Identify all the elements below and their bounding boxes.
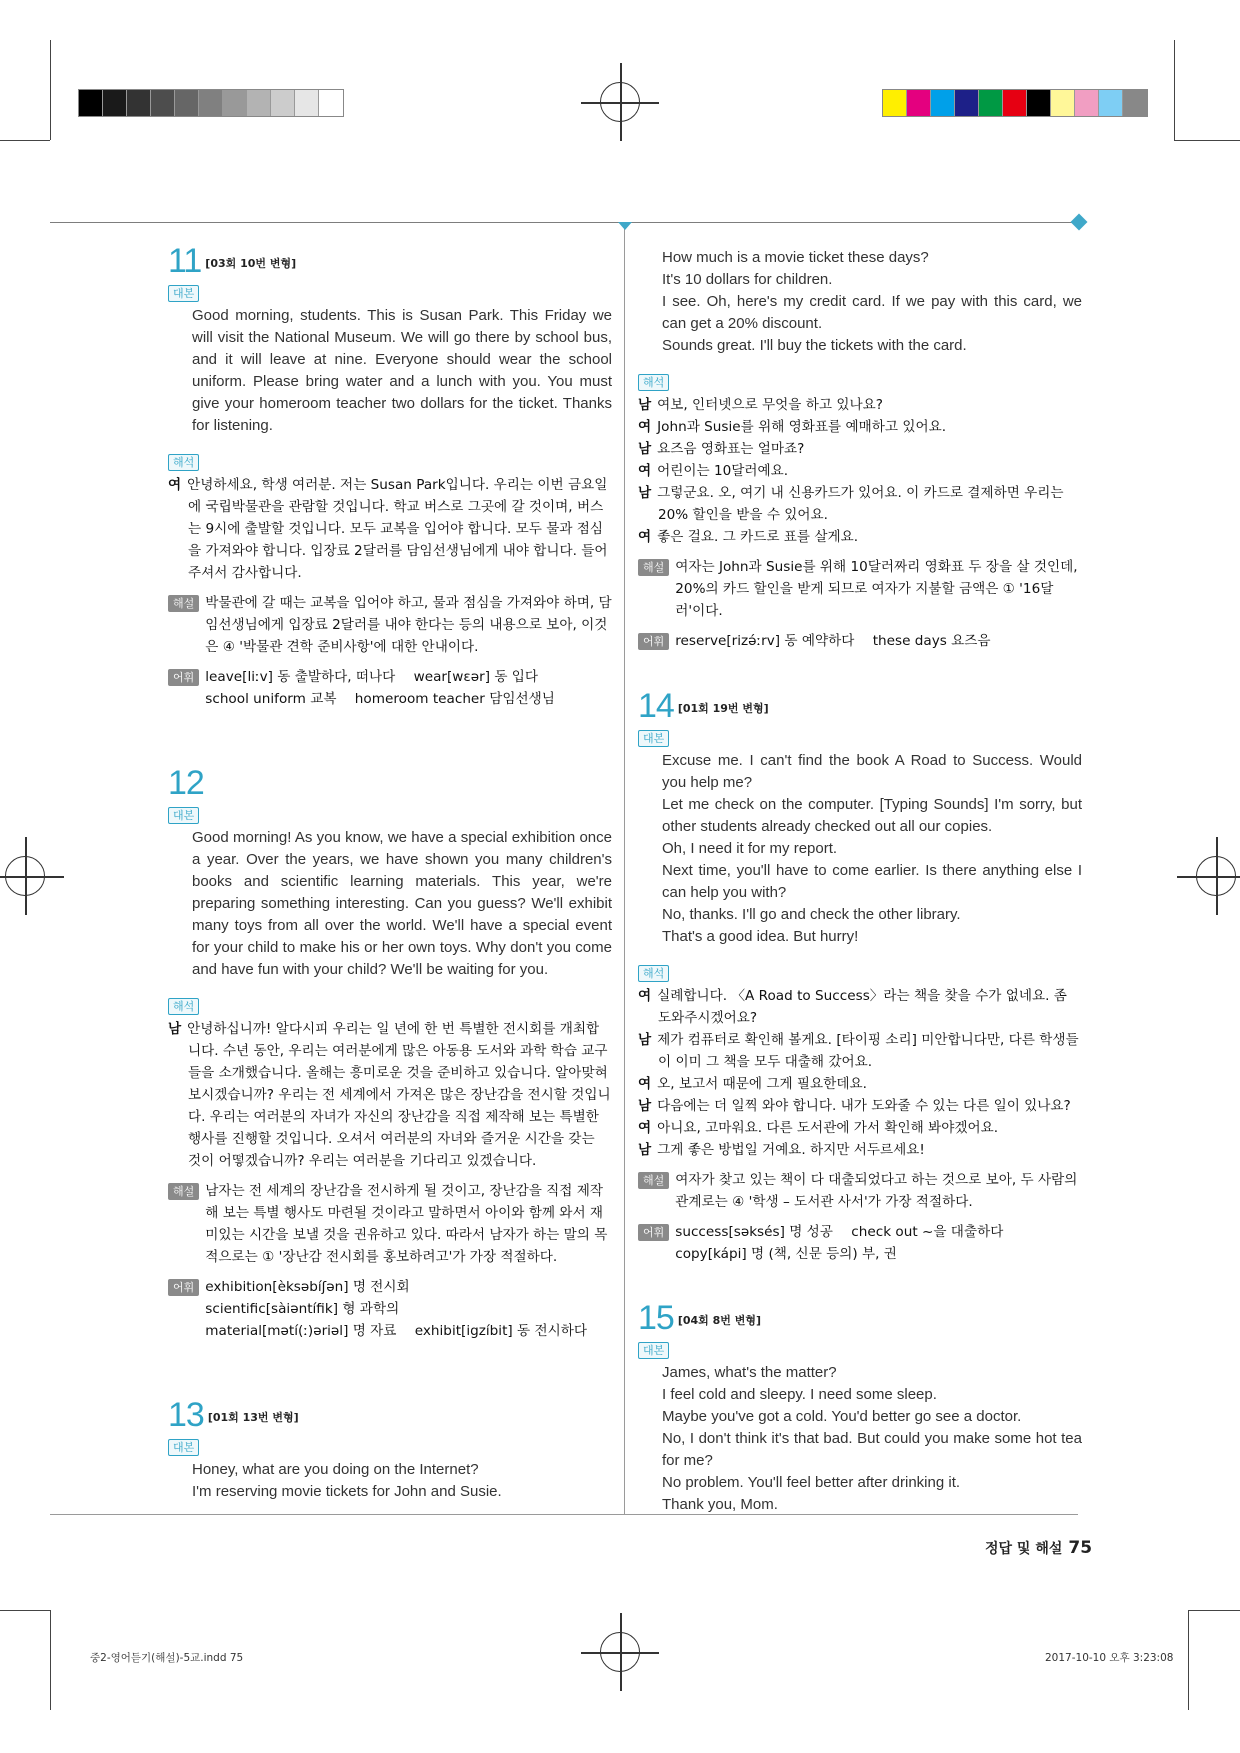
- registration-mark-bottom: [600, 1632, 640, 1672]
- vocabulary-row: [168, 1276, 612, 1342]
- script-line: I see. Oh, here's my credit card. If we pay with this card, we can get a 20% discount.: [662, 293, 1082, 332]
- translation-text: 제가 컴퓨터로 확인해 볼게요. [타이핑 소리] 미안합니다만, 다른 학생들이 이미 그 책을 모두 대출해 갔어요.: [657, 1032, 1079, 1070]
- speaker-label: 여: [638, 419, 652, 435]
- question-14: [638, 689, 1082, 1265]
- script-line: Next time, you'll have to come earlier. Is there anything else I can help you with?: [662, 862, 1082, 901]
- vocabulary-tag: 어휘: [168, 669, 199, 686]
- vocab-item: check out ~을 대출하다: [851, 1224, 1004, 1240]
- vocabulary-list: [205, 1276, 612, 1342]
- speaker-label: 남: [168, 1021, 182, 1037]
- speaker-label: 남: [638, 441, 652, 457]
- explanation-text: 남자는 전 세계의 장난감을 전시하게 될 것이고, 장난감을 직접 제작해 보는 특별 행사도 마련될 것이라고 말하면서 아이와 함께 와서 재미있는 시간을 보낼 것을 권유하고 있다. 따라서 남자가 하는 말의 목적으로는 ① '장난감 전시회를 홍보하려고'가 가장 적절하다.: [205, 1183, 608, 1265]
- script-line: No, thanks. I'll go and check the other library.: [662, 906, 961, 923]
- vocabulary-tag: 어휘: [638, 633, 669, 650]
- header-diamond: [1071, 214, 1088, 231]
- script-line: That's a good idea. But hurry!: [662, 928, 859, 945]
- translation-line: [638, 985, 1082, 1029]
- color-swatch: [223, 90, 247, 116]
- translation-line: [638, 394, 1082, 416]
- vocabulary-list: [205, 666, 569, 710]
- vocab-item: exhibit[igzíbit] 동 전시하다: [414, 1323, 588, 1339]
- question-number: 14: [638, 687, 674, 725]
- translation-block: [638, 394, 1082, 548]
- script-line: Let me check on the computer. [Typing Sounds] I'm sorry, but other students already checked out all our copies.: [662, 796, 1082, 835]
- script-line: Maybe you've got a cold. You'd better go see a doctor.: [662, 1408, 1022, 1425]
- translation-text: 어린이는 10달러예요.: [657, 463, 789, 479]
- vocab-item: scientific[sàiəntífik] 형 과학의: [205, 1301, 400, 1317]
- question-11: [168, 244, 612, 710]
- explanation-row: [168, 592, 612, 658]
- translation-line: [638, 1073, 1082, 1095]
- question-number: 11: [168, 242, 202, 280]
- translation-line: [638, 438, 1082, 460]
- translation-line: [168, 474, 612, 584]
- question-13-continued: [638, 247, 1082, 653]
- crop-mark: [1188, 1610, 1240, 1611]
- vocabulary-tag: 어휘: [638, 1224, 669, 1241]
- script-line: Good morning! As you know, we have a special exhibition once a year. Over the years, we have shown you many children's books and scientific learning materials. This year, we're preparing something interesting. Can you guess? We'll exhibit many toys from all over the world. We'll have a special event for your child to make his or her own toys. Why don't you come and have fun with your child? We'll be waiting for you.: [192, 829, 612, 978]
- crop-mark: [50, 40, 51, 140]
- translation-tag: 해석: [168, 998, 199, 1015]
- translation-text: 안녕하세요, 학생 여러분. 저는 Susan Park입니다. 우리는 이번 금요일에 국립박물관을 관람할 것입니다. 학교 버스로 그곳에 갈 것이며, 버스는 9시에 출발할 것입니다. 모두 교복을 입어야 합니다. 모두 물과 점심을 가져와야 합니다. 입장료 2달러를 담임선생님에게 내야 합니다. 들어주셔서 감사합니다.: [187, 477, 608, 581]
- print-slug-file: 중2-영어듣기(해설)-5교.indd 75: [90, 1652, 244, 1664]
- vocabulary-tag: 어휘: [168, 1279, 199, 1296]
- translation-text: 실례합니다. 〈A Road to Success〉라는 책을 찾을 수가 없네요. 좀 도와주시겠어요?: [657, 988, 1067, 1026]
- color-swatch: [955, 90, 979, 116]
- crop-mark: [0, 1610, 50, 1611]
- color-swatch: [199, 90, 223, 116]
- vocab-item: these days 요즈음: [872, 633, 991, 649]
- registration-mark-right: [1196, 856, 1236, 896]
- script-tag: 대본: [638, 1342, 669, 1359]
- color-swatch: [883, 90, 907, 116]
- color-swatch: [1003, 90, 1027, 116]
- translation-line: [638, 482, 1082, 526]
- header-rule: [50, 222, 1078, 223]
- question-12: [168, 766, 612, 1342]
- page-footer: [985, 1538, 1092, 1558]
- color-swatch: [127, 90, 151, 116]
- script-line: Good morning, students. This is Susan Park. This Friday we will visit the National Museum. We will go there by school bus, and it will leave at nine. Everyone should wear the school uniform. Please bring water and a lunch with you. You must give your homeroom teacher two dollars for the ticket. Thanks for listening.: [192, 307, 612, 434]
- explanation-text: 여자는 John과 Susie를 위해 10달러짜리 영화표 두 장을 살 것인데, 20%의 카드 할인을 받게 되므로 여자가 지불할 금액은 ① '16달러'이다.: [675, 559, 1078, 619]
- explanation-text: 박물관에 갈 때는 교복을 입어야 하고, 물과 점심을 가져와야 하며, 담임선생님에게 입장료 2달러를 내야 한다는 등의 내용으로 보아, 이것은 ④ '박물관 견학 준비사항'에 대한 안내이다.: [205, 595, 612, 655]
- script-tag: 대본: [168, 1439, 199, 1456]
- script-line: Excuse me. I can't find the book A Road to Success. Would you help me?: [662, 752, 1082, 791]
- script-block: [638, 247, 1082, 357]
- grayscale-color-bar: [78, 89, 344, 117]
- color-swatch: [1027, 90, 1051, 116]
- right-column: [638, 247, 1082, 1516]
- speaker-label: 남: [638, 1098, 652, 1114]
- explanation-tag: 해설: [168, 595, 199, 612]
- question-13: [168, 1398, 612, 1503]
- translation-line: [638, 1095, 1082, 1117]
- color-swatch: [79, 90, 103, 116]
- crop-mark: [1174, 40, 1175, 140]
- process-color-bar: [882, 89, 1148, 117]
- question-source-note: [01회 19번 변형]: [677, 702, 769, 715]
- column-divider: [624, 222, 625, 1514]
- color-swatch: [1051, 90, 1075, 116]
- translation-text: 그게 좋은 방법일 거예요. 하지만 서두르세요!: [657, 1142, 925, 1158]
- translation-text: 다음에는 더 일찍 와야 합니다. 내가 도와줄 수 있는 다른 일이 있나요?: [657, 1098, 1071, 1114]
- crop-mark: [1188, 1610, 1189, 1710]
- translation-text: 좋은 걸요. 그 카드로 표를 살게요.: [657, 529, 859, 545]
- explanation-row: [638, 1169, 1082, 1213]
- color-swatch: [271, 90, 295, 116]
- left-column: [168, 244, 612, 1503]
- translation-line: [638, 460, 1082, 482]
- translation-text: 요즈음 영화표는 얼마죠?: [657, 441, 805, 457]
- translation-tag: 해석: [638, 965, 669, 982]
- script-block: [168, 827, 612, 981]
- vocabulary-row: [168, 666, 612, 710]
- color-swatch: [931, 90, 955, 116]
- translation-line: [638, 526, 1082, 548]
- script-line: I'm reserving movie tickets for John and Susie.: [192, 1483, 502, 1500]
- translation-block: [638, 985, 1082, 1161]
- translation-line: [638, 416, 1082, 438]
- vocab-item: success[səksés] 명 성공: [675, 1224, 833, 1240]
- registration-mark-top: [600, 82, 640, 122]
- translation-text: 아니요, 고마워요. 다른 도서관에 가서 확인해 봐야겠어요.: [657, 1120, 999, 1136]
- question-source-note: [04회 8번 변형]: [677, 1314, 762, 1327]
- color-swatch: [1099, 90, 1123, 116]
- translation-line: [638, 1139, 1082, 1161]
- crop-mark: [1174, 140, 1240, 141]
- translation-text: John과 Susie를 위해 영화표를 예매하고 있어요.: [657, 419, 947, 435]
- section-label: 정답 및 해설: [985, 1541, 1063, 1557]
- explanation-text: 여자가 찾고 있는 책이 다 대출되었다고 하는 것으로 보아, 두 사람의 관계로는 ④ '학생 – 도서관 사서'가 가장 적절하다.: [675, 1172, 1078, 1210]
- crop-mark: [0, 140, 50, 141]
- script-line: Sounds great. I'll buy the tickets with the card.: [662, 337, 967, 354]
- explanation-tag: 해설: [168, 1183, 199, 1200]
- color-swatch: [247, 90, 271, 116]
- speaker-label: 여: [638, 988, 652, 1004]
- script-block: [638, 750, 1082, 948]
- script-line: No problem. You'll feel better after drinking it.: [662, 1474, 961, 1491]
- color-swatch: [1075, 90, 1099, 116]
- color-swatch: [151, 90, 175, 116]
- vocabulary-list: [675, 1221, 1017, 1265]
- explanation-tag: 해설: [638, 1172, 669, 1189]
- script-line: How much is a movie ticket these days?: [662, 249, 929, 266]
- explanation-row: [638, 556, 1082, 622]
- vocab-item: homeroom teacher 담임선생님: [354, 691, 555, 707]
- registration-mark-left: [5, 856, 45, 896]
- translation-block: [168, 1018, 612, 1172]
- script-block: [168, 305, 612, 437]
- crop-mark: [50, 1610, 51, 1710]
- speaker-label: 여: [638, 529, 652, 545]
- script-tag: 대본: [638, 730, 669, 747]
- speaker-label: 여: [638, 463, 652, 479]
- question-source-note: [03회 10번 변형]: [205, 257, 297, 270]
- translation-line: [638, 1029, 1082, 1073]
- question-number: 15: [638, 1299, 674, 1337]
- speaker-label: 남: [638, 1032, 652, 1048]
- question-number: 12: [168, 764, 204, 802]
- translation-line: [638, 1117, 1082, 1139]
- script-line: I feel cold and sleepy. I need some sleep.: [662, 1386, 937, 1403]
- explanation-tag: 해설: [638, 559, 669, 576]
- speaker-label: 여: [638, 1120, 652, 1136]
- column-divider-marker: [618, 222, 632, 230]
- speaker-label: 남: [638, 485, 652, 501]
- script-block: [638, 1362, 1082, 1516]
- vocabulary-row: [638, 630, 1082, 653]
- script-line: Honey, what are you doing on the Internet?: [192, 1461, 479, 1478]
- color-swatch: [1123, 90, 1147, 116]
- script-line: James, what's the matter?: [662, 1364, 837, 1381]
- vocab-item: copy[kápi] 명 (책, 신문 등의) 부, 권: [675, 1246, 897, 1262]
- translation-block: [168, 474, 612, 584]
- vocab-item: reserve[rizə́ːrv] 동 예약하다: [675, 633, 855, 649]
- script-line: It's 10 dollars for children.: [662, 271, 833, 288]
- script-block: [168, 1459, 612, 1503]
- color-swatch: [319, 90, 343, 116]
- vocab-item: wear[wɛər] 동 입다: [413, 669, 539, 685]
- vocab-item: leave[liːv] 동 출발하다, 떠나다: [205, 669, 396, 685]
- vocab-item: school uniform 교복: [205, 691, 337, 707]
- translation-text: 그렇군요. 오, 여기 내 신용카드가 있어요. 이 카드로 결제하면 우리는 20% 할인을 받을 수 있어요.: [657, 485, 1064, 523]
- script-line: Oh, I need it for my report.: [662, 840, 838, 857]
- speaker-label: 남: [638, 1142, 652, 1158]
- question-number: 13: [168, 1396, 204, 1434]
- vocabulary-list: [675, 630, 1004, 652]
- translation-tag: 해석: [168, 454, 199, 471]
- translation-text: 여보, 인터넷으로 무엇을 하고 있나요?: [657, 397, 883, 413]
- color-swatch: [979, 90, 1003, 116]
- translation-line: [168, 1018, 612, 1172]
- color-swatch: [295, 90, 319, 116]
- translation-text: 안녕하십니까! 알다시피 우리는 일 년에 한 번 특별한 전시회를 개최합니다. 수년 동안, 우리는 여러분에게 많은 아동용 도서와 과학 학습 교구들을 소개했습니다. 올해는 흥미로운 것을 준비하고 있습니다. 알아맞혀 보시겠습니까? 우리는 전 세계에서 가져온 많은 장난감을 전시할 것입니다. 우리는 여러분의 자녀가 자신의 장난감을 직접 제작해 보는 특별한 행사를 진행할 것입니다. 오셔서 여러분의 자녀와 즐거운 시간을 갖는 것이 어떻겠습니까? 우리는 여러분을 기다리고 있겠습니다.: [187, 1021, 611, 1169]
- speaker-label: 여: [638, 1076, 652, 1092]
- color-swatch: [907, 90, 931, 116]
- script-tag: 대본: [168, 285, 199, 302]
- translation-text: 오, 보고서 때문에 그게 필요한데요.: [657, 1076, 867, 1092]
- question-source-note: [01회 13번 변형]: [207, 1411, 299, 1424]
- vocab-item: material[mətí(ː)əriəl] 명 자료: [205, 1323, 397, 1339]
- script-line: No, I don't think it's that bad. But could you make some hot tea for me?: [662, 1430, 1082, 1469]
- translation-tag: 해석: [638, 374, 669, 391]
- page-number: 75: [1068, 1538, 1093, 1558]
- color-swatch: [175, 90, 199, 116]
- explanation-row: [168, 1180, 612, 1268]
- vocab-item: exhibition[èksəbíʃən] 명 전시회: [205, 1279, 410, 1295]
- print-slug-date: 2017-10-10 오후 3:23:08: [1045, 1652, 1174, 1664]
- question-15: [638, 1301, 1082, 1516]
- vocabulary-row: [638, 1221, 1082, 1265]
- color-swatch: [103, 90, 127, 116]
- script-tag: 대본: [168, 807, 199, 824]
- script-line: Thank you, Mom.: [662, 1496, 778, 1513]
- speaker-label: 남: [638, 397, 652, 413]
- speaker-label: 여: [168, 477, 182, 493]
